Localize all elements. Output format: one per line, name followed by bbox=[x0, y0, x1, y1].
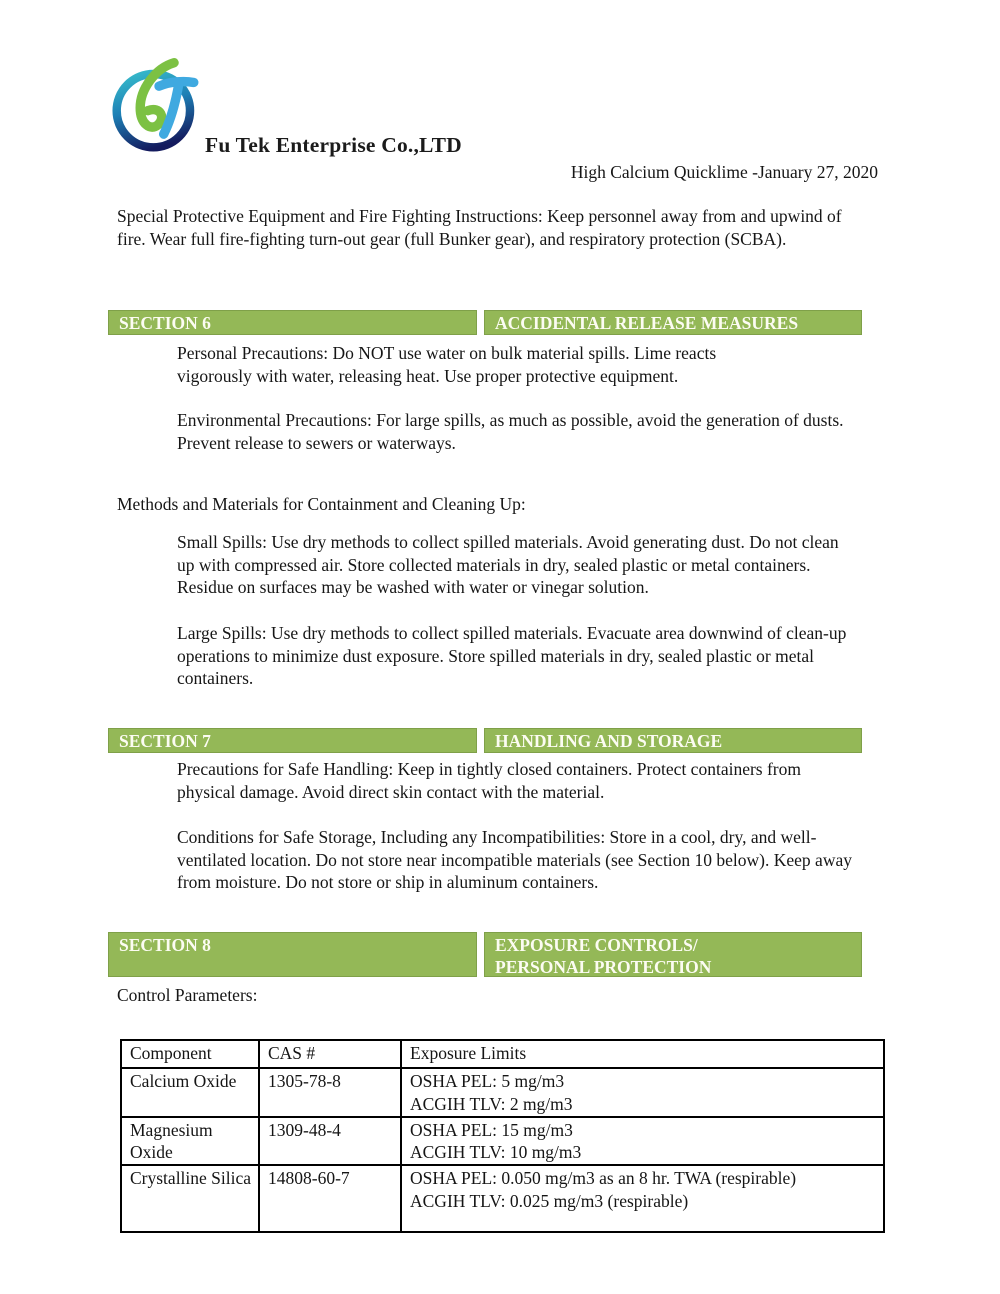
cas-cell: 1309-48-4 bbox=[259, 1117, 401, 1166]
section8-title-line2: PERSONAL PROTECTION bbox=[495, 957, 712, 977]
section8-bar bbox=[108, 932, 862, 977]
section8-label: SECTION 8 bbox=[108, 932, 477, 977]
section6-title: ACCIDENTAL RELEASE MEASURES bbox=[484, 310, 862, 335]
table-row bbox=[121, 1068, 884, 1117]
cas-cell: 14808-60-7 bbox=[259, 1165, 401, 1232]
table-row bbox=[121, 1117, 884, 1166]
section7-label: SECTION 7 bbox=[108, 728, 477, 753]
personal-precautions-paragraph: Personal Precautions: Do NOT use water on bulk material spills. Lime reacts vigorously with water, releasing heat. Use proper protective equipment. bbox=[177, 343, 717, 386]
control-parameters-heading: Control Parameters: bbox=[117, 985, 258, 1005]
acgih-tlv-line: ACGIH TLV: 0.025 mg/m3 (respirable) bbox=[410, 1190, 689, 1211]
acgih-tlv-line: ACGIH TLV: 10 mg/m3 bbox=[410, 1142, 582, 1163]
methods-heading: Methods and Materials for Containment and Cleaning Up: bbox=[117, 494, 526, 514]
section8-title-line1: EXPOSURE CONTROLS/ bbox=[495, 935, 698, 955]
component-cell: Calcium Oxide bbox=[121, 1068, 259, 1117]
exposure-limits-cell bbox=[401, 1165, 884, 1232]
exposure-limits-cell bbox=[401, 1068, 884, 1117]
company-logo-icon bbox=[112, 57, 206, 153]
section6-label: SECTION 6 bbox=[108, 310, 477, 335]
osha-pel-line: OSHA PEL: 15 mg/m3 bbox=[410, 1119, 573, 1140]
document-title: High Calcium Quicklime -January 27, 2020 bbox=[570, 162, 878, 182]
header-component: Component bbox=[121, 1040, 259, 1068]
table-header-row bbox=[121, 1040, 884, 1068]
osha-pel-line: OSHA PEL: 5 mg/m3 bbox=[410, 1071, 565, 1091]
component-cell: Magnesium Oxide bbox=[121, 1117, 259, 1166]
header-cas: CAS # bbox=[259, 1040, 401, 1068]
section6-bar bbox=[108, 310, 862, 335]
section8-title bbox=[484, 932, 862, 977]
component-cell: Crystalline Silica bbox=[121, 1165, 259, 1232]
large-spills-paragraph: Large Spills: Use dry methods to collect spilled materials. Evacuate area downwind of clean-up operations to minimize dust exposure. Store spilled materials in dry, sealed plastic or metal containers. bbox=[177, 623, 847, 689]
header-exposure-limits: Exposure Limits bbox=[401, 1040, 884, 1068]
intro-paragraph: Special Protective Equipment and Fire Fighting Instructions: Keep personnel away from and upwind of fire. Wear full fire-fighting turn-out gear (full Bunker gear), and respiratory protection (SCBA). bbox=[117, 206, 842, 249]
small-spills-paragraph: Small Spills: Use dry methods to collect spilled materials. Avoid generating dust. Do not clean up with compressed air. Store collected materials in dry, sealed plastic or metal containers. Residue on surfaces may be washed with water or vinegar solution. bbox=[177, 532, 839, 598]
safe-handling-paragraph: Precautions for Safe Handling: Keep in tightly closed containers. Protect containers from physical damage. Avoid direct skin contact with the material. bbox=[177, 759, 801, 802]
safe-storage-paragraph: Conditions for Safe Storage, Including any Incompatibilities: Store in a cool, dry, and well-ventilated location. Do not store near incompatible materials (see Section 10 below). Keep away from moisture. Do not store or ship in aluminum containers. bbox=[177, 827, 852, 893]
osha-pel-line: OSHA PEL: 0.050 mg/m3 as an 8 hr. TWA (respirable) bbox=[410, 1168, 797, 1189]
section7-title: HANDLING AND STORAGE bbox=[484, 728, 862, 753]
company-name: Fu Tek Enterprise Co.,LTD bbox=[205, 133, 462, 157]
section7-bar bbox=[108, 728, 862, 753]
cas-cell: 1305-78-8 bbox=[259, 1068, 401, 1117]
acgih-tlv-line: ACGIH TLV: 2 mg/m3 bbox=[410, 1093, 573, 1114]
exposure-limits-cell bbox=[401, 1117, 884, 1166]
table-row bbox=[121, 1165, 884, 1232]
environmental-precautions-paragraph: Environmental Precautions: For large spills, as much as possible, avoid the generation of dusts. Prevent release to sewers or waterways. bbox=[177, 410, 844, 453]
exposure-limits-table bbox=[120, 1039, 885, 1233]
